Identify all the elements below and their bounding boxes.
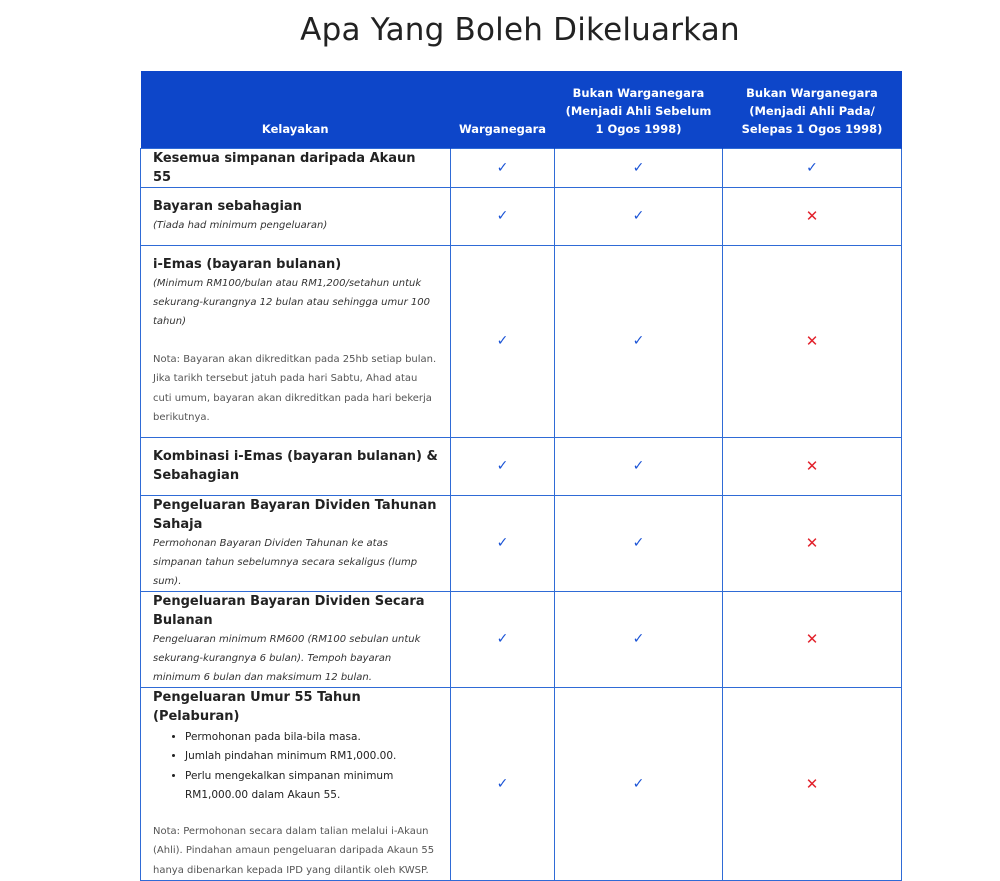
cross-icon: ✕ [805, 457, 819, 475]
check-icon: ✓ [496, 631, 509, 647]
eligibility-cell [141, 687, 451, 881]
list-item: • Permohonan pada bila-bila masa. [185, 728, 438, 748]
mark-cell [451, 245, 555, 437]
mark-cell [723, 591, 902, 687]
check-icon: ✓ [496, 333, 509, 349]
table-row [141, 148, 902, 187]
eligibility-table [140, 71, 902, 881]
eligibility-cell [141, 495, 451, 591]
header-kelayakan: Kelayakan [141, 71, 451, 148]
check-icon: ✓ [632, 458, 645, 474]
check-icon: ✓ [632, 535, 645, 551]
mark-cell [723, 187, 902, 245]
row-title: Kombinasi i-Emas (bayaran bulanan) & Sebahagian [153, 449, 438, 483]
check-icon: ✓ [496, 159, 509, 176]
mark-cell [555, 187, 723, 245]
row-subtitle: Permohonan Bayaran Dividen Tahunan ke atas simpanan tahun sebelumnya secara sekaligus (lump sum). [153, 537, 418, 587]
table-row [141, 591, 902, 687]
mark-cell [451, 187, 555, 245]
check-icon: ✓ [632, 159, 645, 176]
check-icon: ✓ [632, 333, 645, 349]
mark-cell [555, 437, 723, 495]
cross-icon: ✕ [805, 332, 819, 350]
eligibility-cell [141, 245, 451, 437]
mark-cell [555, 148, 723, 187]
eligibility-cell [141, 187, 451, 245]
mark-cell [451, 591, 555, 687]
list-item: • Perlu mengekalkan simpanan minimum RM1,000.00 dalam Akaun 55. [185, 767, 438, 806]
header-warganegara: Warganegara [451, 71, 555, 148]
table-row [141, 437, 902, 495]
row-title: Bayaran sebahagian [153, 199, 302, 214]
header-bukan-warganegara-selepas: Bukan Warganegara (Menjadi Ahli Pada/ Selepas 1 Ogos 1998) [723, 71, 902, 148]
page-title: Apa Yang Boleh Dikeluarkan [300, 12, 740, 48]
mark-cell [723, 495, 902, 591]
cross-icon: ✕ [805, 774, 819, 793]
header-bukan-warganegara-sebelum: Bukan Warganegara (Menjadi Ahli Sebelum 1 Ogos 1998) [555, 71, 723, 148]
check-icon: ✓ [496, 535, 509, 551]
check-icon: ✓ [632, 208, 645, 224]
check-icon: ✓ [632, 631, 645, 647]
row-note: Nota: Bayaran akan dikreditkan pada 25hb setiap bulan. Jika tarikh tersebut jatuh pada hari Sabtu, Ahad atau cuti umum, bayaran akan dikreditkan pada hari bekerja berikutnya. [153, 353, 437, 423]
check-icon: ✓ [496, 775, 509, 792]
row-title: Kesemua simpanan daripada Akaun 55 [153, 150, 416, 185]
row-title: i-Emas (bayaran bulanan) [153, 256, 342, 272]
mark-cell [723, 245, 902, 437]
mark-cell [555, 245, 723, 437]
check-icon: ✓ [496, 208, 509, 224]
mark-cell [723, 437, 902, 495]
mark-cell [555, 591, 723, 687]
table-row [141, 187, 902, 245]
check-icon: ✓ [496, 458, 509, 474]
requirement-list [153, 728, 438, 806]
row-subtitle: (Tiada had minimum pengeluaran) [153, 220, 328, 231]
table-row [141, 687, 902, 881]
eligibility-cell [141, 437, 451, 495]
row-subtitle: (Minimum RM100/bulan atau RM1,200/setahun untuk sekurang-kurangnya 12 bulan atau sehingga umur 100 tahun) [153, 277, 430, 327]
eligibility-cell [141, 148, 451, 187]
check-icon: ✓ [806, 159, 818, 176]
mark-cell [451, 148, 555, 187]
row-note: Nota: Permohonan secara dalam talian melalui i-Akaun (Ahli). Pindahan amaun pengeluaran daripada Akaun 55 hanya dibenarkan kepada IPD yang dilantik oleh KWSP. [153, 825, 435, 876]
list-item: • Jumlah pindahan minimum RM1,000.00. [185, 747, 438, 767]
row-title: Pengeluaran Umur 55 Tahun (Pelaburan) [153, 689, 361, 724]
table-row [141, 245, 902, 437]
mark-cell [451, 437, 555, 495]
mark-cell [451, 687, 555, 881]
mark-cell [555, 687, 723, 881]
cross-icon: ✕ [805, 534, 819, 552]
row-title: Pengeluaran Bayaran Dividen Secara Bulanan [153, 593, 425, 628]
table-header-row [141, 71, 902, 148]
cross-icon: ✕ [805, 630, 819, 648]
mark-cell [723, 148, 902, 187]
mark-cell [555, 495, 723, 591]
cross-icon: ✕ [805, 207, 819, 225]
mark-cell [723, 687, 902, 881]
check-icon: ✓ [632, 775, 645, 792]
row-subtitle: Pengeluaran minimum RM600 (RM100 sebulan untuk sekurang-kurangnya 6 bulan). Tempoh bayaran minimum 6 bulan dan maksimum 12 bulan. [153, 633, 421, 683]
mark-cell [451, 495, 555, 591]
eligibility-cell [141, 591, 451, 687]
table-row [141, 495, 902, 591]
row-title: Pengeluaran Bayaran Dividen Tahunan Sahaja [153, 497, 437, 532]
